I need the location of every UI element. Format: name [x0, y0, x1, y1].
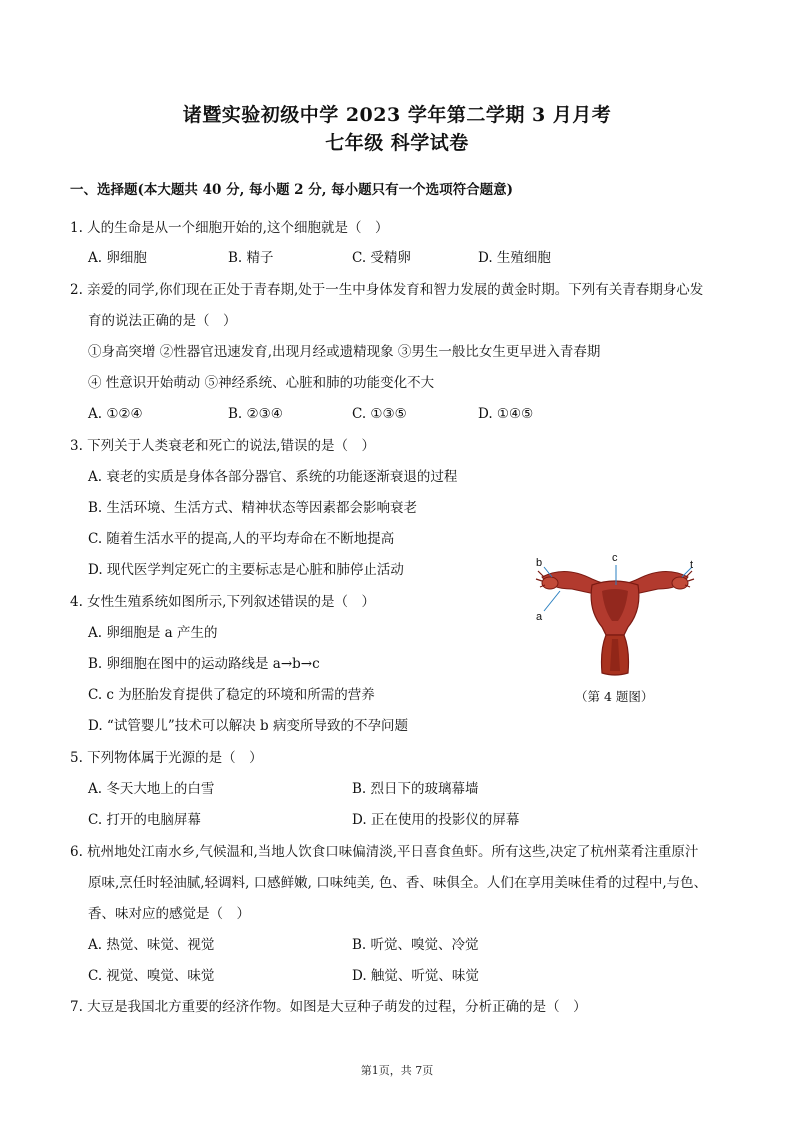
- question-3-stem: 3. 下列关于人类衰老和死亡的说法,错误的是（ ）: [70, 438, 375, 454]
- exam-title: 诸暨实验初级中学 2023 学年第二学期 3 月月考: [182, 104, 612, 126]
- question-7-stem: 7. 大豆是我国北方重要的经济作物。如图是大豆种子萌发的过程，分析正确的是（ ）: [70, 999, 587, 1015]
- figure-caption: （第 4 题图）: [575, 689, 654, 704]
- q6-option-d: D. 触觉、听觉、味觉: [352, 968, 479, 984]
- q4-option-c: C. c 为胚胎发育提供了稳定的环境和所需的营养: [88, 687, 375, 703]
- question-2-stem-cont: 育的说法正确的是（ ）: [88, 313, 237, 329]
- q5-option-d: D. 正在使用的投影仪的屏幕: [352, 812, 520, 828]
- question-4-stem: 4. 女性生殖系统如图所示,下列叙述错误的是（ ）: [70, 594, 375, 610]
- q3-option-c: C. 随着生活水平的提高,人的平均寿命在不断地提高: [88, 531, 395, 547]
- q3-option-b: B. 生活环境、生活方式、精神状态等因素都会影响衰老: [88, 500, 418, 516]
- q4-option-a: A. 卵细胞是 a 产生的: [88, 625, 218, 641]
- q6-option-a: A. 热觉、味觉、视觉: [88, 937, 215, 953]
- q2-option-a: A. ①②④: [88, 406, 143, 422]
- q5-option-a: A. 冬天大地上的白雪: [88, 781, 215, 797]
- q1-option-a: A. 卵细胞: [88, 250, 147, 266]
- label-a: a: [536, 611, 543, 623]
- question-2-statements: ①身高突增 ②性器官迅速发育,出现月经或遗精现象 ③男生一般比女生更早进入青春期: [88, 344, 601, 360]
- question-6-stem-cont: 原味,烹任时轻油腻,轻调料, 口感鲜嫩, 口味纯美, 色、香、味俱全。人们在享用美味佳肴的过程中,与色、: [88, 875, 708, 891]
- question-1-stem: 1. 人的生命是从一个细胞开始的,这个细胞就是（ ）: [70, 220, 389, 236]
- question-2-stem: 2. 亲爱的同学,你们现在正处于青春期,处于一生中身体发育和智力发展的黄金时期。下列有关青春期身心发: [70, 282, 704, 298]
- label-t: t: [690, 559, 694, 571]
- q5-option-c: C. 打开的电脑屏幕: [88, 812, 201, 828]
- q1-option-d: D. 生殖细胞: [478, 250, 551, 266]
- uterus-illustration: [530, 555, 700, 680]
- label-c: c: [612, 552, 618, 564]
- q3-option-d: D. 现代医学判定死亡的主要标志是心脏和肺停止活动: [88, 562, 404, 578]
- q2-option-b: B. ②③④: [228, 406, 283, 422]
- label-b: b: [536, 557, 543, 569]
- q2-option-c: C. ①③⑤: [352, 406, 407, 422]
- q4-option-b: B. 卵细胞在图中的运动路线是 a→b→c: [88, 656, 320, 672]
- question-5-stem: 5. 下列物体属于光源的是（ ）: [70, 750, 263, 766]
- q3-option-a: A. 衰老的实质是身体各部分器官、系统的功能逐渐衰退的过程: [88, 469, 458, 485]
- section-heading: 一、选择题(本大题共 40 分, 每小题 2 分, 每小题只有一个选项符合题意): [70, 182, 514, 198]
- q1-option-c: C. 受精卵: [352, 250, 411, 266]
- question-6-stem: 6. 杭州地处江南水乡,气候温和,当地人饮食口味偏清淡,平日喜食鱼虾。所有这些,决定了杭州菜肴注重原汁: [70, 844, 699, 860]
- page-number: 第1页，共 7页: [360, 1064, 434, 1077]
- q1-option-b: B. 精子: [228, 250, 274, 266]
- q5-option-b: B. 烈日下的玻璃幕墙: [352, 781, 479, 797]
- question-2-statements-cont: ④ 性意识开始萌动 ⑤神经系统、心脏和肺的功能变化不大: [88, 375, 435, 391]
- exam-subtitle: 七年级 科学试卷: [325, 132, 469, 154]
- q4-option-d: D. “试管婴儿”技术可以解决 b 病变所导致的不孕问题: [88, 718, 408, 734]
- q6-option-c: C. 视觉、嗅觉、味觉: [88, 968, 215, 984]
- q2-option-d: D. ①④⑤: [478, 406, 534, 422]
- question-6-stem-end: 香、味对应的感觉是（ ）: [88, 906, 250, 922]
- q6-option-b: B. 听觉、嗅觉、冷觉: [352, 937, 479, 953]
- reproductive-system-figure: [530, 552, 700, 680]
